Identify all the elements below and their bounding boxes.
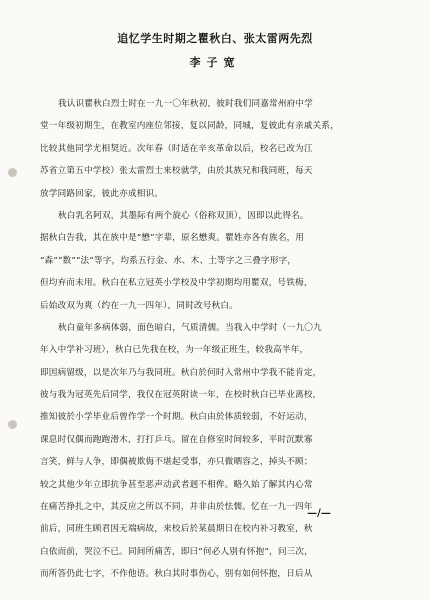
text-line: 彼与我为冠英先后同学，我仅在冠英附读一年，在校时秋白已毕业离校， xyxy=(40,390,322,401)
text-line: 秋白乳名阿双，其墨际有两个旋心（俗称双顶），因即以此得名。 xyxy=(58,210,309,221)
text-line: 据秋白告我，其在族中是“懋”字辈，原名懋爽。瞿姓亦各有族名，用 xyxy=(40,233,305,244)
text-line: 推知彼於小学毕业后曾作学一个时期。秋白由於体质较弱，不好运动， xyxy=(40,412,313,423)
text-line: 秋白童年多病体弱，面色暗白，气质清儒。当我入中学时（一九〇九 xyxy=(58,322,322,333)
binding-hole xyxy=(8,420,17,429)
text-line: “森”“数”“法”等字，均系五行金、水、木、土等字之三叠字形字， xyxy=(40,255,297,266)
text-line: 比较其他同学尤相契近。次年春（时适在辛亥革命以后，校名已改为江 xyxy=(40,143,313,154)
text-line: 我认识瞿秋白烈士时在一九一〇年秋初，彼时我们同嘉常州府中学 xyxy=(58,99,314,109)
text-line: 课息时仅偶而跑跑滑木，打打乒乓。留在自修室时间较多，平时沉默寡 xyxy=(40,434,313,445)
text-line: 堂一年级初期生，在教室内座位邻接，复以同龄，同城，复彼此有亲戚关系， xyxy=(40,121,339,132)
text-line: 言笑，鲜与人争，即偶被欺侮不堪起受事，亦只微晒容之，掉头不顾； xyxy=(40,457,313,468)
text-line: 苏省立第五中学校）张太雷烈士来校就学，由於其族兄和我同班，每天 xyxy=(40,166,313,177)
text-line: 但均弃而未用。秋白在私立冠英小学校及中学初期均用瞿双，号铁梅， xyxy=(40,278,313,289)
page-number: —/— xyxy=(307,508,331,519)
binding-hole xyxy=(8,168,17,177)
text-line: 而所答仍此七字，不作他语。秋白其时事伤心，别有如何怀抱，日后从 xyxy=(40,569,313,580)
text-line: 在痛苦挣扎之中，其反应之所以不同，并非由於怯懦。忆在一九一四年 xyxy=(40,502,313,513)
text-line: 放学同路回家，彼此亦成相识。 xyxy=(40,188,164,199)
text-line: 年入中学补习班），秋白已先我在校，为一年级正班生，较我高半年， xyxy=(40,345,309,356)
text-line: 白依而前，哭泣不已。同间所痛苦，即曰“何必人别有怀抱”，问三次， xyxy=(40,546,314,557)
author-name: 李子宽 xyxy=(189,56,241,69)
text-line: 较之其他少年立即抗争甚至恶声动武者迥不相侔。略久始了解其内心常 xyxy=(40,479,313,490)
text-line: 即因病留级，以是次年乃与我同班。秋白於何时入常州中学我不能肯定， xyxy=(40,367,322,378)
text-line: 后始改双为爽（约在一九一四年），同时改号秋白。 xyxy=(40,300,238,311)
document-title: 追忆学生时期之瞿秋白、张太雷两先烈 xyxy=(117,32,313,45)
text-line: 前后，同班生顾君因无端病故，来校后於某晨期日在校内补习教室，秋 xyxy=(40,524,313,535)
